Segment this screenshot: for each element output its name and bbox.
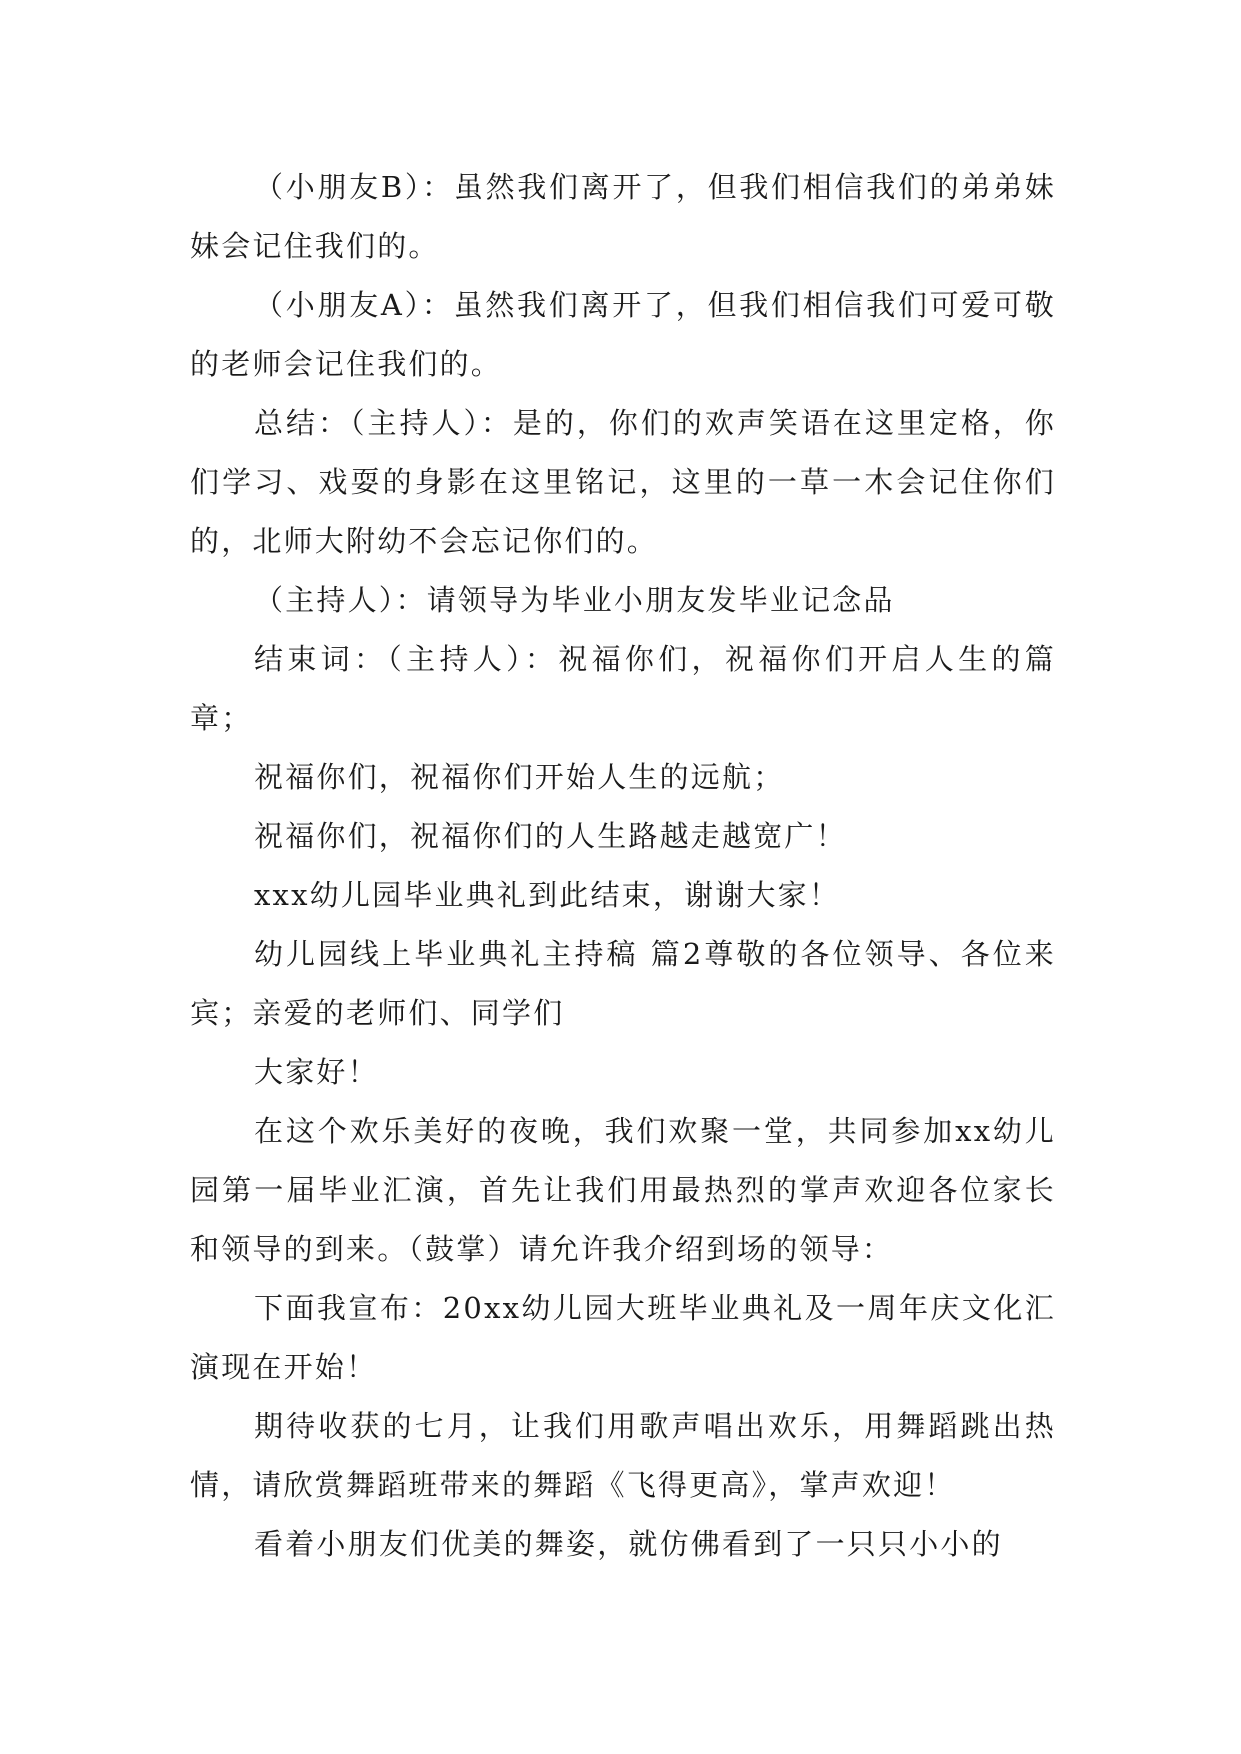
- paragraph: 在这个欢乐美好的夜晚，我们欢聚一堂，共同参加xx幼儿园第一届毕业汇演，首先让我们用最热烈的掌声欢迎各位家长和领导的到来。（鼓掌）请允许我介绍到场的领导：: [190, 1114, 1056, 1266]
- paragraph: 幼儿园线上毕业典礼主持稿 篇2尊敬的各位领导、各位来宾；亲爱的老师们、同学们: [190, 937, 1056, 1030]
- paragraph: 期待收获的七月，让我们用歌声唱出欢乐，用舞蹈跳出热情，请欣赏舞蹈班带来的舞蹈《飞得更高》，掌声欢迎！: [190, 1409, 1056, 1502]
- paragraph: 结束词：（主持人）：祝福你们，祝福你们开启人生的篇章；: [190, 642, 1056, 735]
- paragraph: 祝福你们，祝福你们开始人生的远航；: [254, 760, 785, 794]
- paragraph: （小朋友B）：虽然我们离开了，但我们相信我们的弟弟妹妹会记住我们的。: [190, 170, 1056, 263]
- document-body: [190, 158, 1056, 1574]
- paragraph: 看着小朋友们优美的舞姿，就仿佛看到了一只只小小的: [254, 1527, 1003, 1561]
- paragraph: 大家好！: [254, 1055, 379, 1089]
- paragraph: （小朋友A）：虽然我们离开了，但我们相信我们可爱可敬的老师会记住我们的。: [190, 288, 1056, 381]
- paragraph: （主持人）：请领导为毕业小朋友发毕业记念品: [254, 583, 895, 617]
- paragraph: xxx幼儿园毕业典礼到此结束，谢谢大家！: [254, 878, 841, 912]
- paragraph: 祝福你们，祝福你们的人生路越走越宽广！: [254, 819, 847, 853]
- paragraph: 下面我宣布：20xx幼儿园大班毕业典礼及一周年庆文化汇演现在开始！: [190, 1291, 1056, 1384]
- paragraph: 总结：（主持人）：是的，你们的欢声笑语在这里定格，你们学习、戏耍的身影在这里铭记，这里的一草一木会记住你们的，北师大附幼不会忘记你们的。: [190, 406, 1056, 558]
